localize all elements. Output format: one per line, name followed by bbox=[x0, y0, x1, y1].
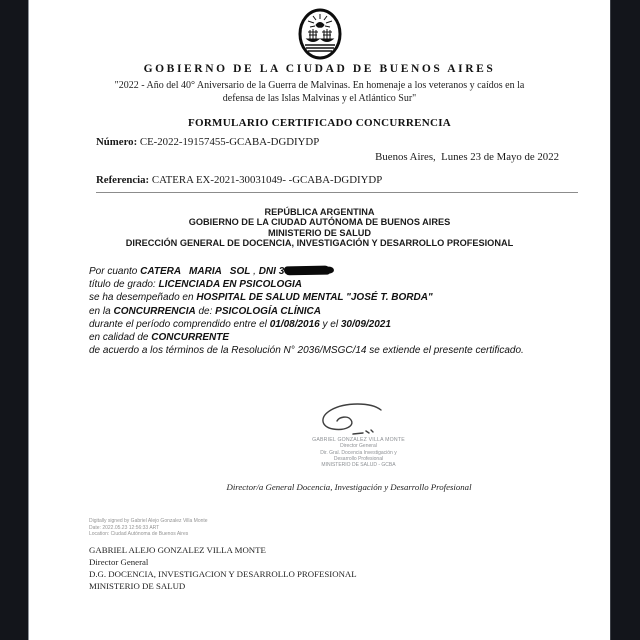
numero-label: Número: bbox=[96, 136, 138, 148]
stamp-ministry: MINISTERIO DE SALUD - GCBA bbox=[321, 462, 396, 469]
digital-date: Date: 2022.05.23 12:56:33 ART bbox=[89, 524, 160, 531]
numero-line bbox=[96, 136, 319, 148]
body-text: durante el período comprendido entre el bbox=[89, 318, 270, 330]
digital-location: Location: Ciudad Autónoma de Buenos Aires bbox=[89, 531, 189, 538]
concurrencia-label: CONCURRENCIA bbox=[113, 305, 196, 317]
body-text: , bbox=[250, 266, 259, 277]
horizontal-divider bbox=[96, 192, 578, 193]
body-line-name bbox=[89, 265, 600, 278]
signer-name: GABRIEL ALEJO GONZALEZ VILLA MONTE bbox=[89, 545, 266, 555]
signer-office: D.G. DOCENCIA, INVESTIGACION Y DESARROLLO PROFESIONAL bbox=[89, 569, 357, 579]
role-concurrente: CONCURRENTE bbox=[151, 332, 230, 344]
year-motto bbox=[29, 79, 610, 105]
period-start-date: 01/08/2016 bbox=[269, 318, 320, 330]
body-text: Por cuanto bbox=[89, 266, 141, 277]
body-text: se ha desempeñado en bbox=[89, 292, 197, 304]
body-line-resolution: de acuerdo a los términos de la Resolución N° 2036/MSGC/14 se extiende el presente certificado. bbox=[89, 345, 524, 357]
year-motto-line2: defensa de las Islas Malvinas y el Atlántico Sur" bbox=[222, 93, 417, 104]
digital-signature-block bbox=[89, 518, 208, 538]
certificate-document bbox=[28, 0, 611, 640]
referencia-value: CATERA EX-2021-30031049- -GCABA-DGDIYDP bbox=[149, 174, 383, 186]
dni-redaction bbox=[284, 266, 330, 276]
stamp-name: GABRIEL GONZALEZ VILLA MONTE bbox=[312, 437, 405, 443]
form-title: FORMULARIO CERTIFICADO CONCURRENCIA bbox=[187, 117, 452, 129]
institution-line-direction: DIRECCIÓN GENERAL DE DOCENCIA, INVESTIGACIÓN Y DESARROLLO PROFESIONAL bbox=[125, 238, 514, 249]
body-line-quality bbox=[89, 331, 600, 344]
body-line-degree bbox=[89, 278, 600, 291]
period-end-date: 30/09/2021 bbox=[340, 318, 391, 330]
body-text: en calidad de bbox=[89, 332, 152, 344]
stamp-office-line1: Dir. Gral. Docencia Investigación y bbox=[320, 449, 397, 456]
institution-block bbox=[29, 207, 610, 249]
body-line-hospital bbox=[89, 291, 600, 304]
institution-line-ministry: MINISTERIO DE SALUD bbox=[267, 227, 372, 238]
dni-prefix: DNI 3 bbox=[258, 266, 285, 277]
signer-ministry: MINISTERIO DE SALUD bbox=[89, 581, 186, 591]
signature-stamp-block bbox=[276, 437, 441, 468]
director-role-line: Director/a General Docencia, Investigación y Desarrollo Profesional bbox=[226, 482, 472, 492]
person-name: CATERA MARIA SOL bbox=[140, 266, 251, 277]
body-text: de: bbox=[195, 305, 216, 317]
specialty-name: PSICOLOGÍA CLÍNICA bbox=[215, 305, 321, 317]
numero-value: CE-2022-19157455-GCABA-DGDIYDP bbox=[137, 136, 320, 148]
body-line-period bbox=[89, 318, 600, 331]
body-line-specialty bbox=[89, 305, 600, 318]
buenos-aires-coat-of-arms-icon bbox=[297, 8, 343, 65]
stamp-role: Director General bbox=[340, 443, 377, 450]
signer-role: Director General bbox=[89, 557, 149, 567]
degree-title: LICENCIADA EN PSICOLOGIA bbox=[158, 279, 303, 291]
date-line: Buenos Aires, Lunes 23 de Mayo de 2022 bbox=[375, 151, 559, 163]
referencia-line bbox=[96, 174, 382, 186]
hospital-name: HOSPITAL DE SALUD MENTAL "JOSÉ T. BORDA" bbox=[196, 292, 433, 304]
institution-line-republic: REPÚBLICA ARGENTINA bbox=[264, 207, 375, 217]
certificate-body bbox=[89, 265, 600, 357]
body-text: y el bbox=[319, 318, 341, 330]
body-text: en la bbox=[89, 305, 114, 317]
institution-line-government: GOBIERNO DE LA CIUDAD AUTÓNOMA DE BUENOS AIRES bbox=[188, 217, 451, 228]
year-motto-line1: "2022 - Año del 40° Aniversario de la Guerra de Malvinas. En homenaje a los veteranos y caídos en la bbox=[114, 80, 525, 91]
stamp-office-line2: Desarrollo Profesional bbox=[333, 455, 384, 462]
digital-signed-by: Digitally signed by Gabriel Alejo Gonzalez Villa Monte bbox=[89, 518, 208, 524]
signer-block bbox=[89, 544, 357, 592]
referencia-label: Referencia: bbox=[96, 174, 150, 186]
body-text: título de grado: bbox=[89, 279, 159, 291]
government-title: GOBIERNO DE LA CIUDAD DE BUENOS AIRES bbox=[143, 63, 496, 75]
